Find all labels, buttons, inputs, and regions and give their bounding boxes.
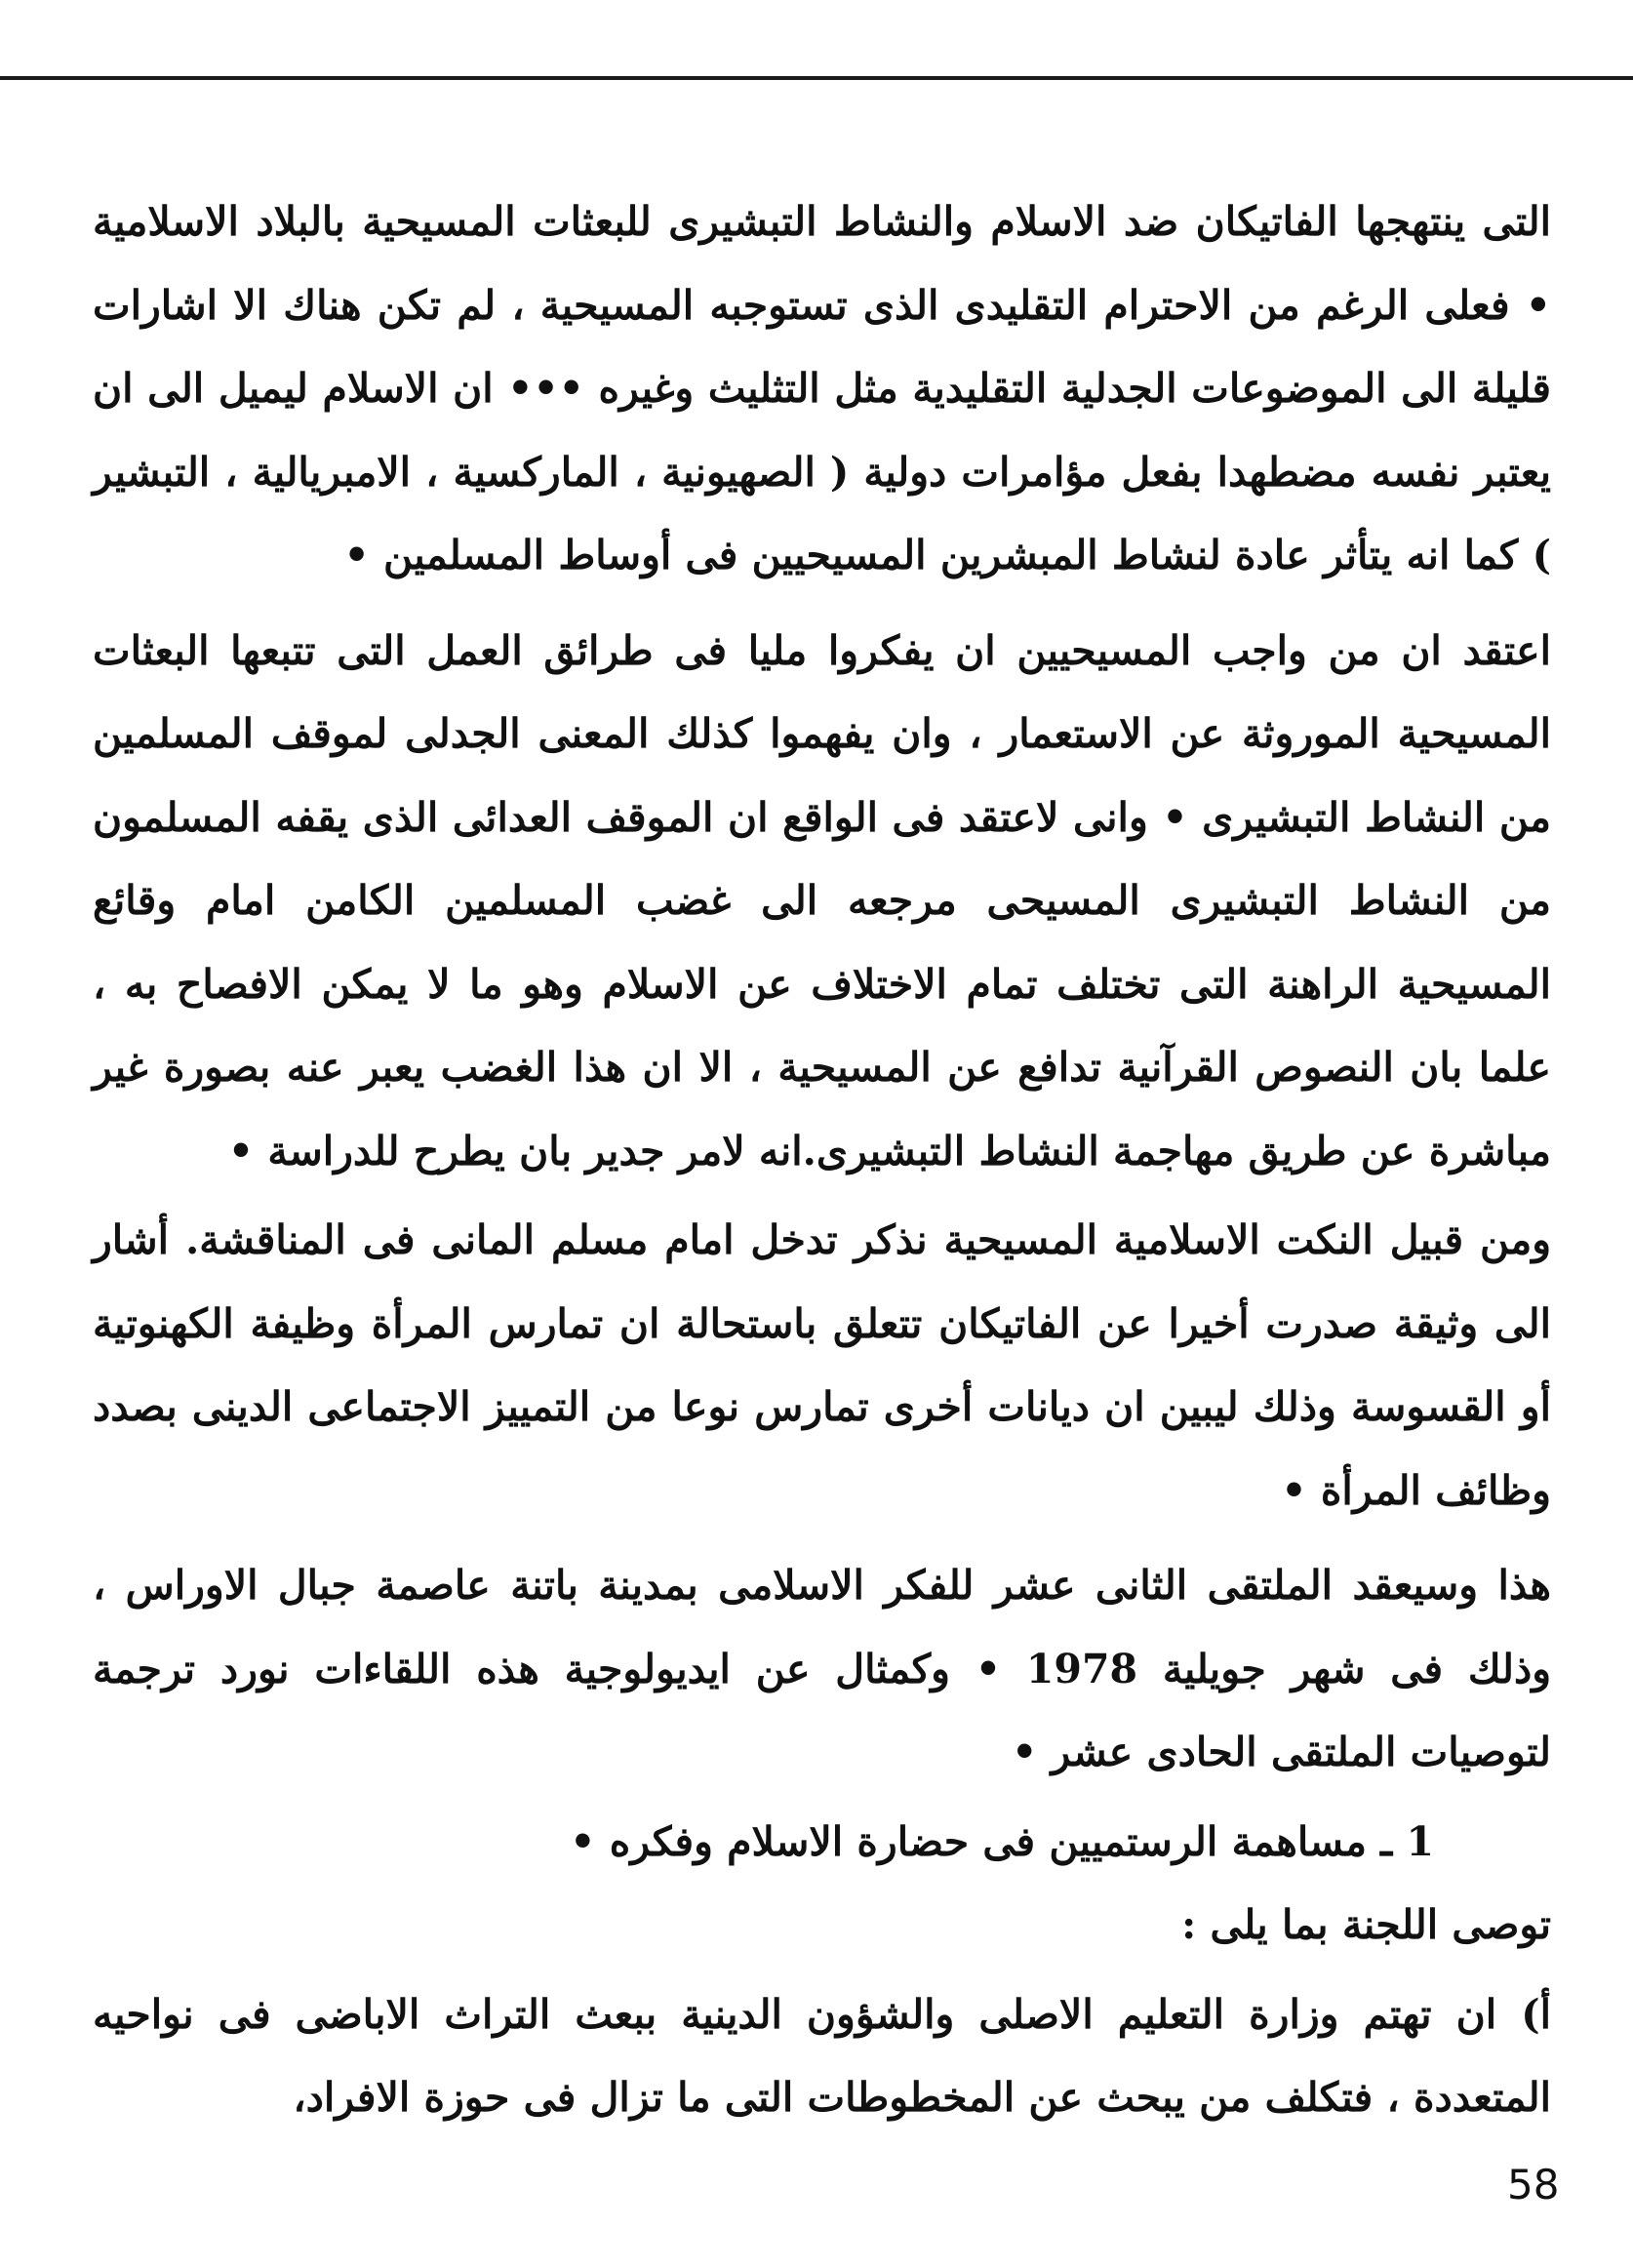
recommendation-intro: توصى اللجنة بما يلى : [1181,1901,1551,1948]
paragraph-3: ومن قبيل النكت الاسلامية المسيحية نذكر تدخل امام مسلم المانى فى المناقشة. أشار الى وثيقة صدرت أخيرا عن الفاتيكان تتعلق باستحالة ان تمارس المرأة وظيفة الكهنوتية أو القسوسة وذلك ليبين ان ديانات أخرى تمارس نوعا من التمييز الاجتماعى الدينى بصدد وظائف المرأة • [93,1216,1551,1514]
paragraph-2: اعتقد ان من واجب المسيحيين ان يفكروا مليا فى طرائق العمل التى تتبعها البعثات المسيحية الموروثة عن الاستعمار ، وان يفهموا كذلك المعنى الجدلى لموقف المسلمين من النشاط التبشيرى • وانى لاعتقد فى الواقع ان الموقف العدائى الذى يقفه المسلمون من النشاط التبشيرى المسيحى مرجعه الى غضب المسلمين الكامن امام وقائع المسيحية الراهنة التى تختلف تمام الاختلاف عن الاسلام وهو ما لا يمكن الافصاح به ، علما بان النصوص القرآنية تدافع عن المسيحية ، الا ان هذا الغضب يعبر عنه بصورة غير مباشرة عن طريق مهاجمة النشاط التبشيرى.انه لامر جدير بان يطرح للدراسة • [93,626,1551,1174]
page-number: 58 [1507,2161,1560,2208]
section-heading: 1 ـ مساهمة الرستميين فى حضارة الاسلام وفكره • [570,1817,1434,1865]
recommendation-a: أ) ان تهتم وزارة التعليم الاصلى والشؤون الدينية ببعث التراث الاباضى فى نواحيه المتعددة ، فتكلف من يبحث عن المخطوطات التى ما تزال فى حوزة الافراد، [93,1990,1551,2121]
paragraph-1: التى ينتهجها الفاتيكان ضد الاسلام والنشاط التبشيرى للبعثات المسيحية بالبلاد الاسلامية • فعلى الرغم من الاحترام التقليدى الذى تستوجبه المسيحية ، لم تكن هناك الا اشارات قليلة الى الموضوعات الجدلية التقليدية مثل التثليث وغيره ••• ان الاسلام ليميل الى ان يعتبر نفسه مضطهدا بفعل مؤامرات دولية ( الصهيونية ، الماركسية ، الامبريالية ، التبشير ) كما انه يتأثر عادة لنشاط المبشرين المسيحيين فى أوساط المسلمين • [93,198,1551,578]
page-body [93,180,1551,2140]
paragraph-4: هذا وسيعقد الملتقى الثانى عشر للفكر الاسلامى بمدينة باتنة عاصمة جبال الاوراس ، وذلك فى شهر جويلية 1978 • وكمثال عن ايديولوجية هذه اللقاءات نورد ترجمة لتوصيات الملتقى الحادى عشر • [93,1562,1552,1775]
top-rule [0,76,1633,80]
